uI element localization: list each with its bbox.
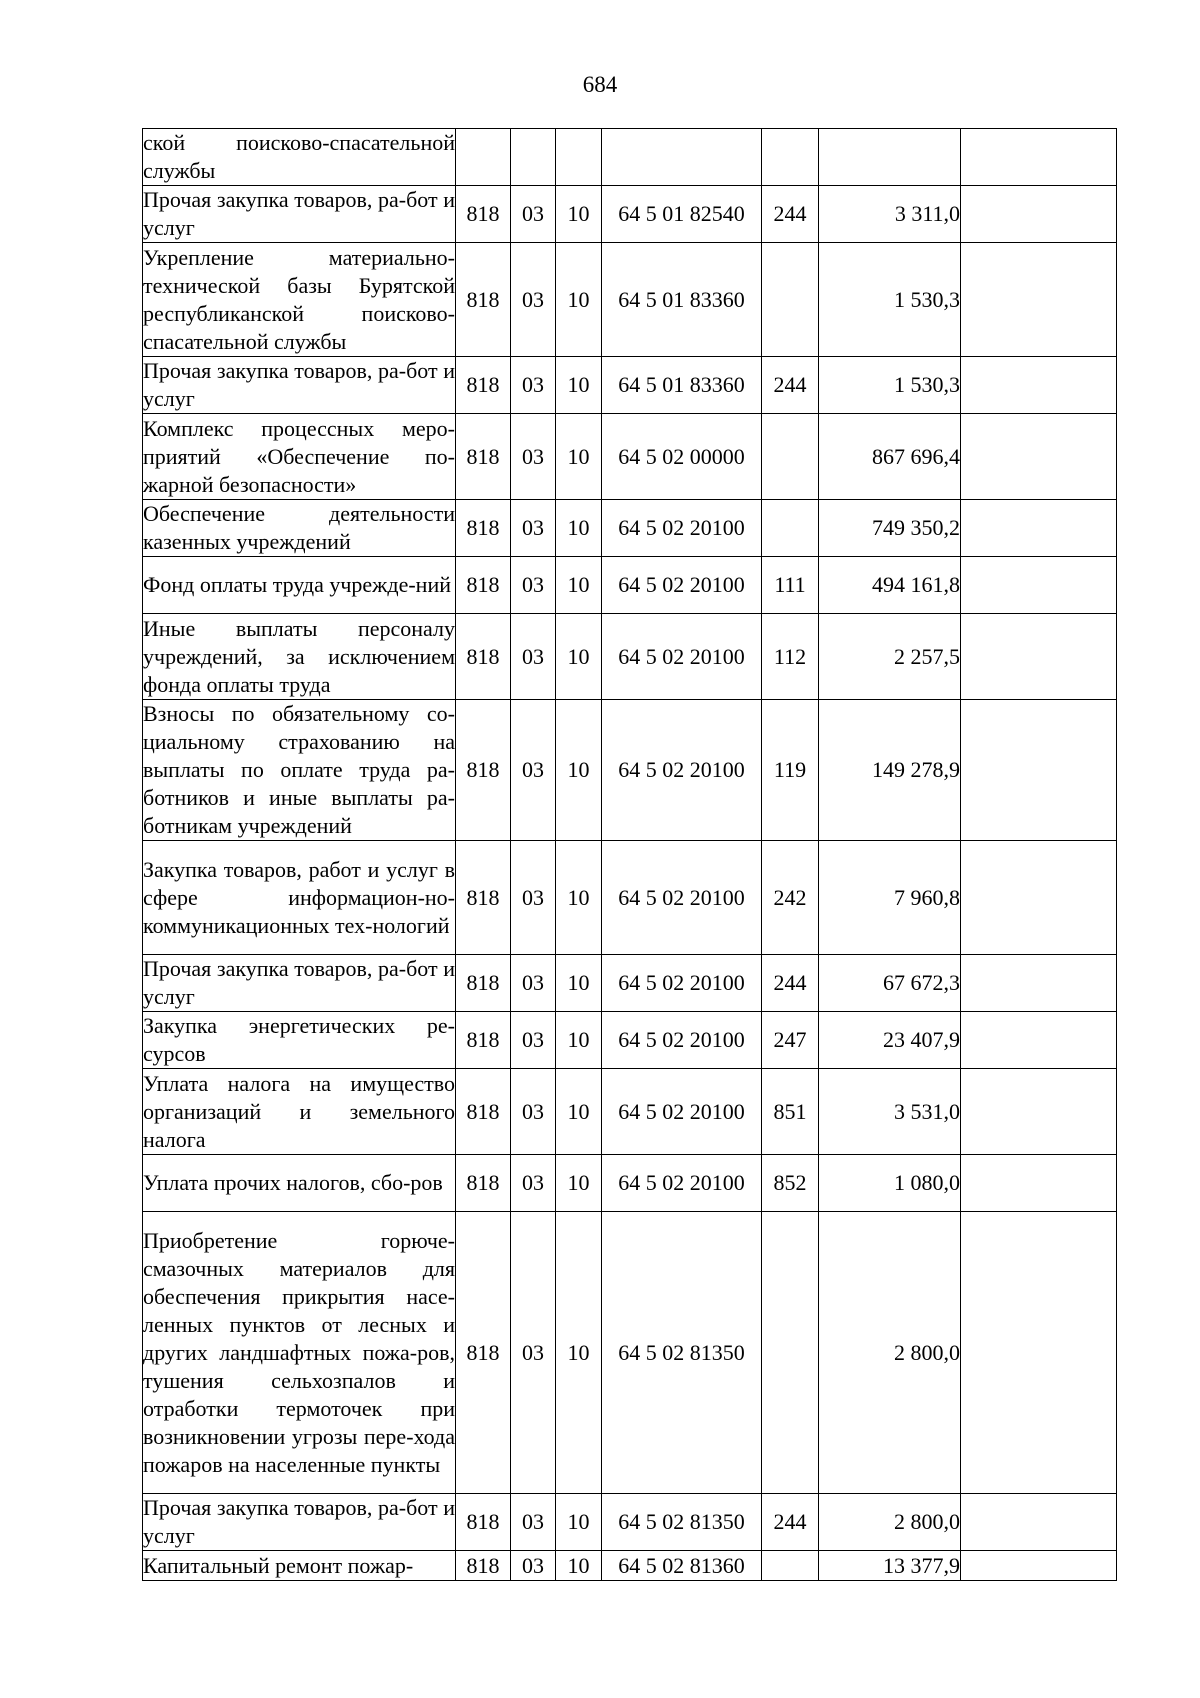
expense-type-code <box>762 1212 819 1494</box>
expense-type-code: 244 <box>762 955 819 1012</box>
target-item-code: 64 5 01 83360 <box>602 357 762 414</box>
target-item-code: 64 5 02 20100 <box>602 955 762 1012</box>
section-code: 03 <box>511 614 556 700</box>
table-row <box>143 955 1117 1012</box>
target-item-code: 64 5 01 82540 <box>602 186 762 243</box>
row-name: Прочая закупка товаров, ра-бот и услуг <box>143 186 456 243</box>
expense-type-code: 851 <box>762 1069 819 1155</box>
table-row <box>143 614 1117 700</box>
row-name: Укрепление материально-технической базы Бурятской республиканской поисково-спасательной службы <box>143 243 456 357</box>
expense-type-code <box>762 129 819 186</box>
subsection-code <box>556 129 602 186</box>
amount: 867 696,4 <box>819 414 961 500</box>
row-name: Уплата прочих налогов, сбо-ров <box>143 1155 456 1212</box>
row-name: Прочая закупка товаров, ра-бот и услуг <box>143 955 456 1012</box>
grbs-code: 818 <box>456 841 511 955</box>
subsection-code: 10 <box>556 557 602 614</box>
table-row <box>143 1069 1117 1155</box>
section-code: 03 <box>511 1155 556 1212</box>
amount: 149 278,9 <box>819 700 961 841</box>
grbs-code: 818 <box>456 1551 511 1581</box>
section-code: 03 <box>511 500 556 557</box>
subsection-code: 10 <box>556 1069 602 1155</box>
grbs-code: 818 <box>456 1155 511 1212</box>
amount: 3 311,0 <box>819 186 961 243</box>
grbs-code: 818 <box>456 1012 511 1069</box>
target-item-code: 64 5 01 83360 <box>602 243 762 357</box>
amount: 3 531,0 <box>819 1069 961 1155</box>
target-item-code: 64 5 02 20100 <box>602 1155 762 1212</box>
table-row <box>143 1494 1117 1551</box>
empty-cell <box>961 186 1117 243</box>
expense-type-code: 247 <box>762 1012 819 1069</box>
empty-cell <box>961 700 1117 841</box>
section-code <box>511 129 556 186</box>
grbs-code: 818 <box>456 357 511 414</box>
amount: 749 350,2 <box>819 500 961 557</box>
section-code: 03 <box>511 1012 556 1069</box>
expense-type-code: 111 <box>762 557 819 614</box>
target-item-code: 64 5 02 00000 <box>602 414 762 500</box>
table-row <box>143 841 1117 955</box>
expense-type-code: 119 <box>762 700 819 841</box>
row-name: Иные выплаты персоналу учреждений, за исключением фонда оплаты труда <box>143 614 456 700</box>
expense-type-code <box>762 1551 819 1581</box>
section-code: 03 <box>511 955 556 1012</box>
section-code: 03 <box>511 1551 556 1581</box>
expense-type-code: 244 <box>762 186 819 243</box>
amount: 13 377,9 <box>819 1551 961 1581</box>
target-item-code: 64 5 02 20100 <box>602 614 762 700</box>
table-row <box>143 1551 1117 1581</box>
table-row <box>143 243 1117 357</box>
amount: 494 161,8 <box>819 557 961 614</box>
grbs-code: 818 <box>456 1069 511 1155</box>
amount: 2 257,5 <box>819 614 961 700</box>
section-code: 03 <box>511 186 556 243</box>
target-item-code: 64 5 02 81350 <box>602 1494 762 1551</box>
subsection-code: 10 <box>556 700 602 841</box>
row-name: Обеспечение деятельности казенных учреждений <box>143 500 456 557</box>
section-code: 03 <box>511 1212 556 1494</box>
subsection-code: 10 <box>556 1155 602 1212</box>
section-code: 03 <box>511 1494 556 1551</box>
amount <box>819 129 961 186</box>
table-row <box>143 557 1117 614</box>
row-name: Капитальный ремонт пожар- <box>143 1551 456 1581</box>
empty-cell <box>961 1012 1117 1069</box>
target-item-code: 64 5 02 81350 <box>602 1212 762 1494</box>
subsection-code: 10 <box>556 500 602 557</box>
table-row <box>143 1212 1117 1494</box>
amount: 1 530,3 <box>819 357 961 414</box>
target-item-code: 64 5 02 20100 <box>602 500 762 557</box>
subsection-code: 10 <box>556 357 602 414</box>
grbs-code: 818 <box>456 1494 511 1551</box>
grbs-code: 818 <box>456 557 511 614</box>
subsection-code: 10 <box>556 414 602 500</box>
empty-cell <box>961 841 1117 955</box>
subsection-code: 10 <box>556 243 602 357</box>
empty-cell <box>961 414 1117 500</box>
table-row <box>143 357 1117 414</box>
subsection-code: 10 <box>556 186 602 243</box>
grbs-code: 818 <box>456 414 511 500</box>
table-row <box>143 700 1117 841</box>
subsection-code: 10 <box>556 1212 602 1494</box>
amount: 7 960,8 <box>819 841 961 955</box>
grbs-code: 818 <box>456 1212 511 1494</box>
section-code: 03 <box>511 557 556 614</box>
expense-type-code <box>762 243 819 357</box>
subsection-code: 10 <box>556 614 602 700</box>
empty-cell <box>961 557 1117 614</box>
expense-type-code: 852 <box>762 1155 819 1212</box>
empty-cell <box>961 357 1117 414</box>
amount: 2 800,0 <box>819 1494 961 1551</box>
row-name: Прочая закупка товаров, ра-бот и услуг <box>143 357 456 414</box>
empty-cell <box>961 614 1117 700</box>
subsection-code: 10 <box>556 955 602 1012</box>
target-item-code: 64 5 02 20100 <box>602 1012 762 1069</box>
table-row <box>143 1012 1117 1069</box>
grbs-code: 818 <box>456 700 511 841</box>
page-number: 684 <box>582 72 618 97</box>
empty-cell <box>961 955 1117 1012</box>
grbs-code: 818 <box>456 186 511 243</box>
section-code: 03 <box>511 1069 556 1155</box>
budget-table <box>142 128 1117 1581</box>
row-name: Комплекс процессных меро-приятий «Обеспечение по-жарной безопасности» <box>143 414 456 500</box>
table-row <box>143 414 1117 500</box>
subsection-code: 10 <box>556 1012 602 1069</box>
row-name: Уплата налога на имущество организаций и земельного налога <box>143 1069 456 1155</box>
empty-cell <box>961 500 1117 557</box>
row-name: Фонд оплаты труда учрежде-ний <box>143 557 456 614</box>
target-item-code: 64 5 02 20100 <box>602 557 762 614</box>
table-row <box>143 186 1117 243</box>
expense-type-code: 242 <box>762 841 819 955</box>
empty-cell <box>961 129 1117 186</box>
subsection-code: 10 <box>556 841 602 955</box>
section-code: 03 <box>511 841 556 955</box>
expense-type-code <box>762 414 819 500</box>
expense-type-code: 244 <box>762 357 819 414</box>
section-code: 03 <box>511 700 556 841</box>
row-name: Взносы по обязательному со-циальному страхованию на выплаты по оплате труда ра-ботников и иные выплаты ра-ботникам учреждений <box>143 700 456 841</box>
row-name: Закупка товаров, работ и услуг в сфере информацион-но-коммуникационных тех-нологий <box>143 841 456 955</box>
expense-type-code: 112 <box>762 614 819 700</box>
empty-cell <box>961 1494 1117 1551</box>
row-name: ской поисково-спасательной службы <box>143 129 456 186</box>
target-item-code <box>602 129 762 186</box>
row-name: Прочая закупка товаров, ра-бот и услуг <box>143 1494 456 1551</box>
amount: 1 530,3 <box>819 243 961 357</box>
amount: 2 800,0 <box>819 1212 961 1494</box>
row-name: Закупка энергетических ре-сурсов <box>143 1012 456 1069</box>
amount: 23 407,9 <box>819 1012 961 1069</box>
grbs-code: 818 <box>456 500 511 557</box>
target-item-code: 64 5 02 20100 <box>602 700 762 841</box>
empty-cell <box>961 243 1117 357</box>
grbs-code: 818 <box>456 243 511 357</box>
grbs-code <box>456 129 511 186</box>
expense-type-code: 244 <box>762 1494 819 1551</box>
target-item-code: 64 5 02 81360 <box>602 1551 762 1581</box>
grbs-code: 818 <box>456 955 511 1012</box>
empty-cell <box>961 1155 1117 1212</box>
table-row <box>143 129 1117 186</box>
target-item-code: 64 5 02 20100 <box>602 1069 762 1155</box>
grbs-code: 818 <box>456 614 511 700</box>
subsection-code: 10 <box>556 1494 602 1551</box>
expense-type-code <box>762 500 819 557</box>
empty-cell <box>961 1212 1117 1494</box>
section-code: 03 <box>511 357 556 414</box>
table-row <box>143 1155 1117 1212</box>
section-code: 03 <box>511 243 556 357</box>
section-code: 03 <box>511 414 556 500</box>
target-item-code: 64 5 02 20100 <box>602 841 762 955</box>
empty-cell <box>961 1069 1117 1155</box>
empty-cell <box>961 1551 1117 1581</box>
amount: 1 080,0 <box>819 1155 961 1212</box>
row-name: Приобретение горюче-смазочных материалов для обеспечения прикрытия насе-ленных пунктов от лесных и других ландшафтных пожа-ров, тушения сельхозпалов и отработки термоточек при возникновении угрозы пере-хода пожаров на населенные пункты <box>143 1212 456 1494</box>
subsection-code: 10 <box>556 1551 602 1581</box>
table-row <box>143 500 1117 557</box>
amount: 67 672,3 <box>819 955 961 1012</box>
